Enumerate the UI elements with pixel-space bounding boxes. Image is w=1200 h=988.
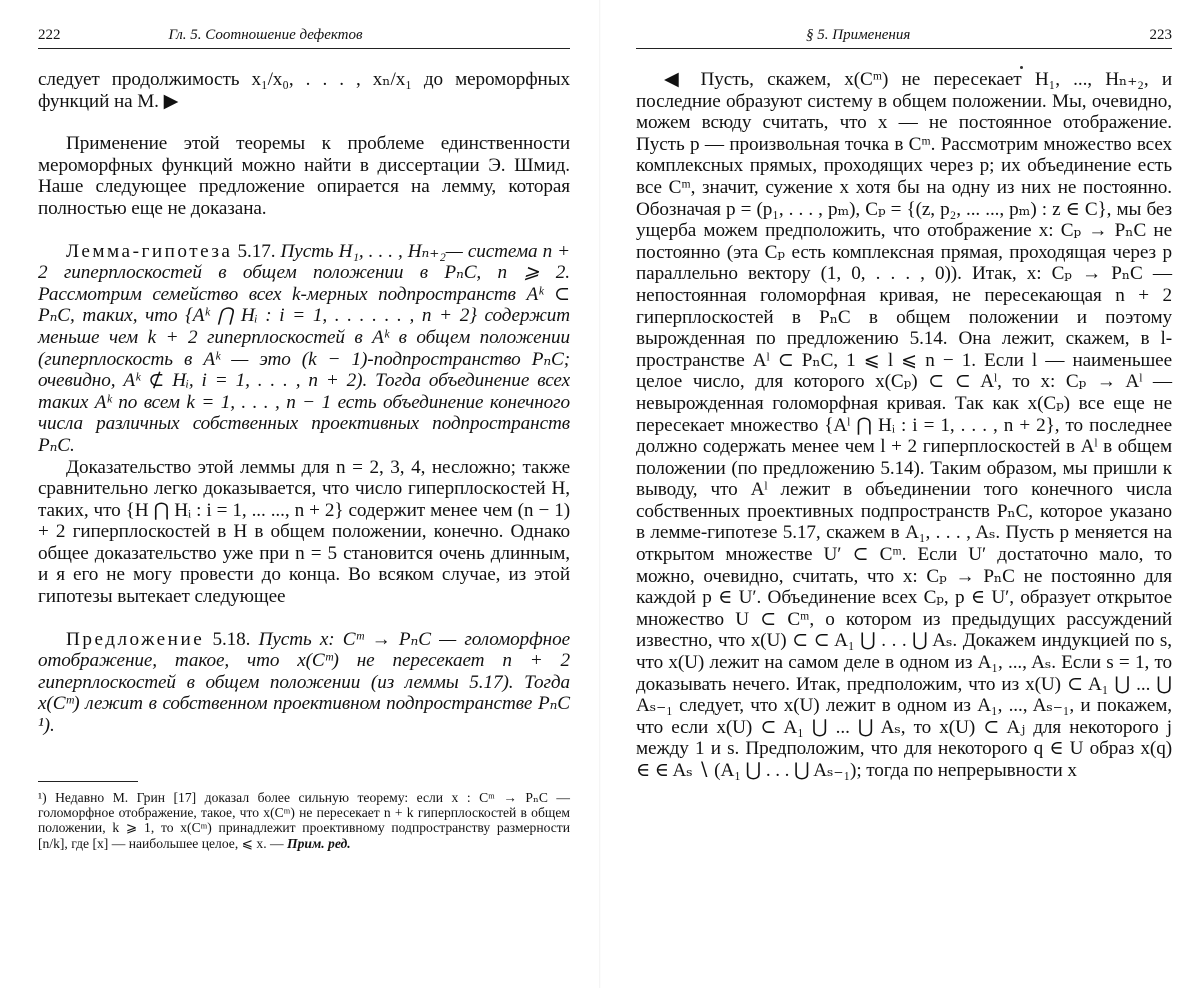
- editor-note: Прим. ред.: [287, 835, 351, 851]
- page-number: 222: [38, 27, 61, 43]
- footnote: [38, 790, 570, 852]
- lemma-paragraph: [38, 241, 570, 457]
- running-head-right: [636, 26, 1172, 49]
- right-body: [636, 69, 1172, 782]
- running-head-left: [38, 26, 570, 49]
- proposition-paragraph: [38, 629, 570, 737]
- proposition-text-b: Тогда x(Cᵐ) лежит в собственном проективном подпространстве PₙC ¹).: [38, 671, 570, 737]
- proposition-text-a: Пусть x: Cᵐ → PₙC — голоморфное отображение, такое, что x(Cᵐ) не пересекает n + 2 гиперплоскостей в общем положении (из леммы 5.17).: [38, 628, 570, 693]
- page-number: 223: [1149, 27, 1172, 43]
- footnote-rule: [38, 781, 138, 782]
- left-body: [38, 69, 570, 737]
- paragraph: следует продолжимость x₁/x₀, . . . , xₙ/x₁ до мероморфных функций на M. ▶: [38, 69, 570, 112]
- proposition-label: Предложение: [66, 628, 205, 650]
- lemma-label: Лемма-гипотеза: [66, 240, 233, 262]
- proposition-number: 5.18.: [212, 628, 251, 650]
- proof-paragraph: ◀ Пусть, скажем, x(Cᵐ) не пересекает H₁, ..., Hₙ₊₂, и последние образуют систему в общем положении. Мы, очевидно, можем всюду считать, что x — не постоянное отображение. Пусть p — произвольная точка в Cᵐ. Рассмотрим множество всех комплексных прямых, проходящих через p; их объединение есть все Cᵐ, значит, сужение x хотя бы на одну из них не постоянно. Обозначая p = (p₁, . . . , pₘ), Cₚ = {(z, p₂, ... ..., pₘ) : z ∈ C}, мы без ущерба можем предположить, что отображение x: Cₚ → PₙC не постоянно (эта Cₚ есть комплексная прямая, проходящая через p параллельно вектору (1, 0, . . . , 0)). Итак, x: Cₚ → PₙC — непостоянная голоморфная кривая, не пересекающая n + 2 гиперплоскостей в PₙC в общем положении и поэтому вырожденная по предложению 5.14. Она лежит, скажем, в l-пространстве Aˡ ⊂ PₙC, 1 ⩽ l ⩽ n − 1. Если l — наименьшее целое число, для которого x(Cₚ) ⊂ ⊂ Aˡ, то x: Cₚ → Aˡ — невырожденная голоморфная кривая. Так как x(Cₚ) все еще не пересекает множество {Aˡ ⋂ Hᵢ : i = 1, . . . , n + 2}, то последнее должно содержать менее чем l + 2 гиперплоскостей в Aˡ в общем положении (по предложению 5.14). Таким образом, мы пришли к выводу, что Aˡ лежит в объединении того конечного числа собственных проективных подпространств PₙC, которое указано в лемме-гипотезе 5.17, скажем в A₁, . . . , Aₛ. Пусть p меняется на открытом множестве U′ ⊂ Cᵐ. Если U′ достаточно мало, то можно, очевидно, считать, что x: Cₚ → PₙC не постоянно для каждой p ∈ U′. Объединение всех Cₚ, p ∈ U′, образует открытое множество U ⊂ Cᵐ, о котором из предыдущих рассуждений известно, что x(U) ⊂ ⊂ A₁ ⋃ . . . ⋃ Aₛ. Докажем индукцией по s, что x(U) лежит на самом деле в одном из A₁, ..., Aₛ. Если s = 1, то доказывать нечего. Итак, предположим, что из x(U) ⊂ A₁ ⋃ ... ⋃ Aₛ₋₁ следует, что x(U) лежит в одном из A₁, ..., Aₛ₋₁, и покажем, что если x(U) ⊂ A₁ ⋃ ... ⋃ Aₛ, то x(U) ⊂ Aⱼ для некоторого j между 1 и s. Предположим, что для некоторого q ∈ U образ x(q) ∈ ∈ Aₛ ∖ (A₁ ⋃ . . . ⋃ Aₛ₋₁); тогда по непрерывности x: [636, 69, 1172, 781]
- print-speck: [1020, 66, 1023, 69]
- lemma-number: 5.17.: [237, 240, 276, 262]
- paragraph: Доказательство этой леммы для n = 2, 3, 4, несложно; также сравнительно легко доказывается, что число гиперплоскостей H, таких, что {H ⋂ Hᵢ : i = 1, ... ..., n + 2} содержит менее чем (n − 1) + 2 гиперплоскостей в H в общем положении, конечно. Однако общее доказательство уже при n = 5 становится очень длинным, и я его не могу провести до конца. Во всяком случае, из этой гипотезы вытекает следующее: [38, 456, 570, 608]
- right-page: [600, 0, 1200, 988]
- section-title: § 5. Применения: [806, 27, 911, 43]
- lemma-text: Пусть H₁, . . . , Hₙ₊₂— система n + 2 гиперплоскостей в общем положении в PₙC, n ⩾ 2. Рассмотрим семейство всех k-мерных подпространств Aᵏ ⊂ PₙC, таких, что {Aᵏ ⋂ Hᵢ : i = 1, . . . . . . , n + 2} содержит меньше чем k + 2 гиперплоскостей в Aᵏ в общем положении (гиперплоскость в Aᵏ — это (k − 1)-подпространство PₙC; очевидно, Aᵏ ⊄ Hᵢ, i = 1, . . . , n + 2). Тогда объединение всех таких Aᵏ по всем k = 1, . . . , n − 1 есть объединение конечного числа различных собственных проективных подпространств PₙC.: [38, 240, 571, 456]
- footnote-text: ¹) Недавно М. Грин [17] доказал более сильную теорему: если x : Cᵐ → PₙC — голоморфное отображение, такое, что x(Cᵐ) не пересекает n + k гиперплоскостей в общем положении, k ⩾ 1, то x(Cᵐ) принадлежит проективному подпространству размерности [n/k], где [x] — наибольшее целое, ⩽ x. —: [38, 789, 570, 851]
- chapter-title: Гл. 5. Соотношение дефектов: [168, 27, 363, 43]
- paragraph: Применение этой теоремы к проблеме единственности мероморфных функций можно найти в диссертации Э. Шмид. Наше следующее предложение опирается на лемму, которая полностью еще не доказана.: [38, 133, 570, 219]
